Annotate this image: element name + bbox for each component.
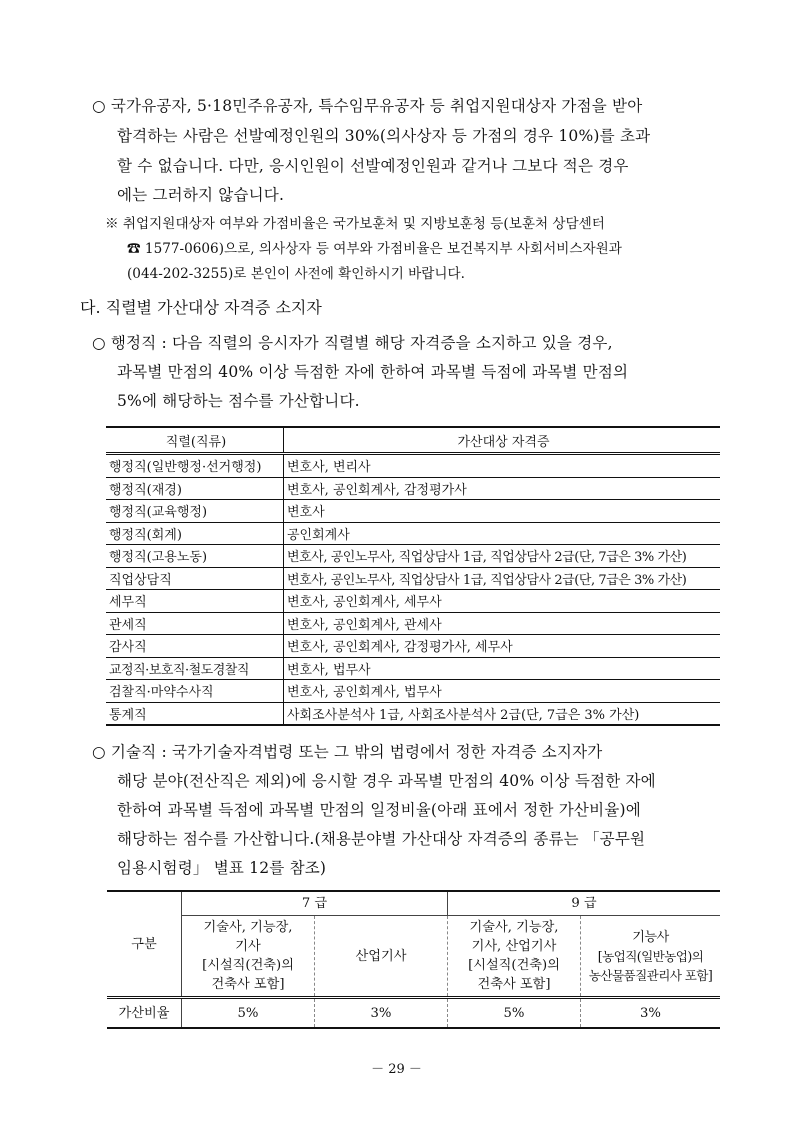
- admin-certificate-table: [106, 426, 720, 726]
- table-row: [106, 635, 720, 658]
- page-number: － 29 －: [371, 1062, 422, 1077]
- table-row: [106, 567, 720, 590]
- paragraph-line: ○ 기술직 : 국가기술자격법령 또는 그 밖의 법령에서 정한 자격증 소지자가: [92, 743, 603, 761]
- grade7-header: 7 급: [182, 891, 448, 916]
- table-cell: 사회조사분석사 1급, 사회조사분석사 2급(단, 7급은 3% 가산): [287, 707, 640, 723]
- qualification-header: [182, 916, 315, 998]
- table-cell: 통계직: [106, 702, 284, 725]
- header-text: 기사, 산업기사: [471, 939, 557, 954]
- table-row: [106, 545, 720, 568]
- header-text: 건축사 포함]: [477, 977, 551, 992]
- qualification-header: [448, 916, 581, 998]
- table-cell: 행정직(재경): [106, 477, 284, 500]
- section-heading: 다. 직렬별 가산대상 자격증 소지자: [80, 298, 322, 317]
- header-text: 건축사 포함]: [211, 977, 285, 992]
- paragraph-line: 한하여 과목별 득점에 과목별 만점의 일정비율(아래 표에서 정한 가산비율)에: [117, 801, 641, 819]
- grade-header-row: [107, 891, 720, 916]
- table-cell: 세무직: [106, 590, 284, 613]
- technical-bonus-rate-table: [107, 890, 720, 1029]
- table-cell: 변호사, 공인회계사, 감정평가사: [284, 477, 721, 500]
- table-row: [107, 998, 720, 1029]
- note-line: ☎ 1577-0606)으로, 의사상자 등 여부와 가점비율은 보건복지부 사회서비스자원과: [127, 241, 622, 257]
- grade9-header: 9 급: [448, 891, 721, 916]
- table-cell: 변호사, 공인회계사, 관세사: [284, 612, 721, 635]
- paragraph-line: ○ 행정직 : 다음 직렬의 응시자가 직렬별 해당 자격증을 소지하고 있을 경우,: [92, 334, 613, 352]
- paragraph-line: 5%에 해당하는 점수를 가산합니다.: [117, 392, 360, 410]
- table-cell: 교정직·보호직·철도경찰직: [106, 657, 284, 680]
- table-cell: 변호사, 공인회계사, 세무사: [284, 590, 721, 613]
- row-label-header: 구분: [107, 891, 182, 998]
- qualification-header: 산업기사: [315, 916, 448, 998]
- note-line: ※ 취업지원대상자 여부와 가점비율은 국가보훈처 및 지방보훈청 등(보훈처 상담센터: [105, 216, 605, 232]
- note-line: (044-202-3255)로 본인이 사전에 확인하시기 바랍니다.: [127, 266, 465, 282]
- column-header: 직렬(직류): [106, 427, 284, 454]
- table-cell: 검찰직·마약수사직: [106, 680, 284, 703]
- header-text: 기사: [235, 939, 261, 954]
- header-text: [시설직(건축)의: [468, 958, 560, 973]
- table-cell: 변호사, 공인노무사, 직업상담사 1급, 직업상담사 2급(단, 7급은 3% 가산): [284, 567, 721, 590]
- header-text: [시설직(건축)의: [202, 958, 294, 973]
- qualification-header: [581, 916, 721, 998]
- header-text: 기술사, 기능장,: [469, 920, 559, 935]
- paragraph-line: 임용시험령」 별표 12를 참조): [117, 859, 327, 877]
- header-text: 기능사: [632, 929, 669, 945]
- rate-label: 가산비율: [107, 998, 182, 1029]
- table-cell: 행정직(회계): [106, 522, 284, 545]
- paragraph-line: 해당 분야(전산직은 제외)에 응시할 경우 과목별 만점의 40% 이상 득점한 자에: [117, 772, 656, 790]
- table-row: [106, 612, 720, 635]
- table-row: [106, 590, 720, 613]
- qualification-header-row: [107, 916, 720, 998]
- paragraph-line: 할 수 없습니다. 다만, 응시인원이 선발예정인원과 같거나 그보다 적은 경우: [117, 157, 629, 175]
- table-row: [106, 522, 720, 545]
- table-cell: 행정직(고용노동): [106, 545, 284, 568]
- table-cell: 변호사, 공인노무사, 직업상담사 1급, 직업상담사 2급(단, 7급은 3% 가산): [284, 545, 721, 568]
- table-cell: 공인회계사: [284, 522, 721, 545]
- paragraph-line: 합격하는 사람은 선발예정인원의 30%(의사상자 등 가점의 경우 10%)를 초과: [117, 127, 651, 145]
- table-row: [106, 454, 720, 478]
- table-row: [106, 477, 720, 500]
- table-cell: 변호사, 공인회계사, 감정평가사, 세무사: [284, 635, 721, 658]
- table-row: [106, 500, 720, 523]
- table-cell: 변호사, 법무사: [284, 657, 721, 680]
- rate-cell: 5%: [448, 998, 581, 1029]
- paragraph-line: 과목별 만점의 40% 이상 득점한 자에 한하여 과목별 득점에 과목별 만점의: [117, 363, 629, 381]
- table-cell: 관세직: [106, 612, 284, 635]
- table-row: [106, 680, 720, 703]
- table-row: [106, 657, 720, 680]
- rate-cell: 3%: [315, 998, 448, 1029]
- rate-cell: 3%: [581, 998, 721, 1029]
- table-cell: 변호사, 공인회계사, 법무사: [284, 680, 721, 703]
- table-cell: 직업상담직: [106, 567, 284, 590]
- table-cell: 변호사, 변리사: [284, 454, 721, 478]
- paragraph-line: ○ 국가유공자, 5·18민주유공자, 특수임무유공자 등 취업지원대상자 가점을 받아: [92, 97, 643, 115]
- header-text: 기술사, 기능장,: [203, 920, 293, 935]
- table-cell: 변호사: [284, 500, 721, 523]
- table-cell: 감사직: [106, 635, 284, 658]
- paragraph-line: 에는 그러하지 않습니다.: [117, 186, 285, 204]
- column-header: 가산대상 자격증: [284, 427, 721, 454]
- table-cell: 행정직(교육행정): [106, 500, 284, 523]
- header-text: [농업직(일반농업)의: [597, 948, 704, 964]
- table-header-row: [106, 427, 720, 454]
- table-row: [106, 702, 720, 725]
- paragraph-line: 해당하는 점수를 가산합니다.(채용분야별 가산대상 자격증의 종류는 「공무원: [117, 830, 646, 848]
- header-text: 농산물품질관리사 포함]: [588, 967, 713, 983]
- rate-cell: 5%: [182, 998, 315, 1029]
- table-cell: 행정직(일반행정·선거행정): [106, 454, 284, 478]
